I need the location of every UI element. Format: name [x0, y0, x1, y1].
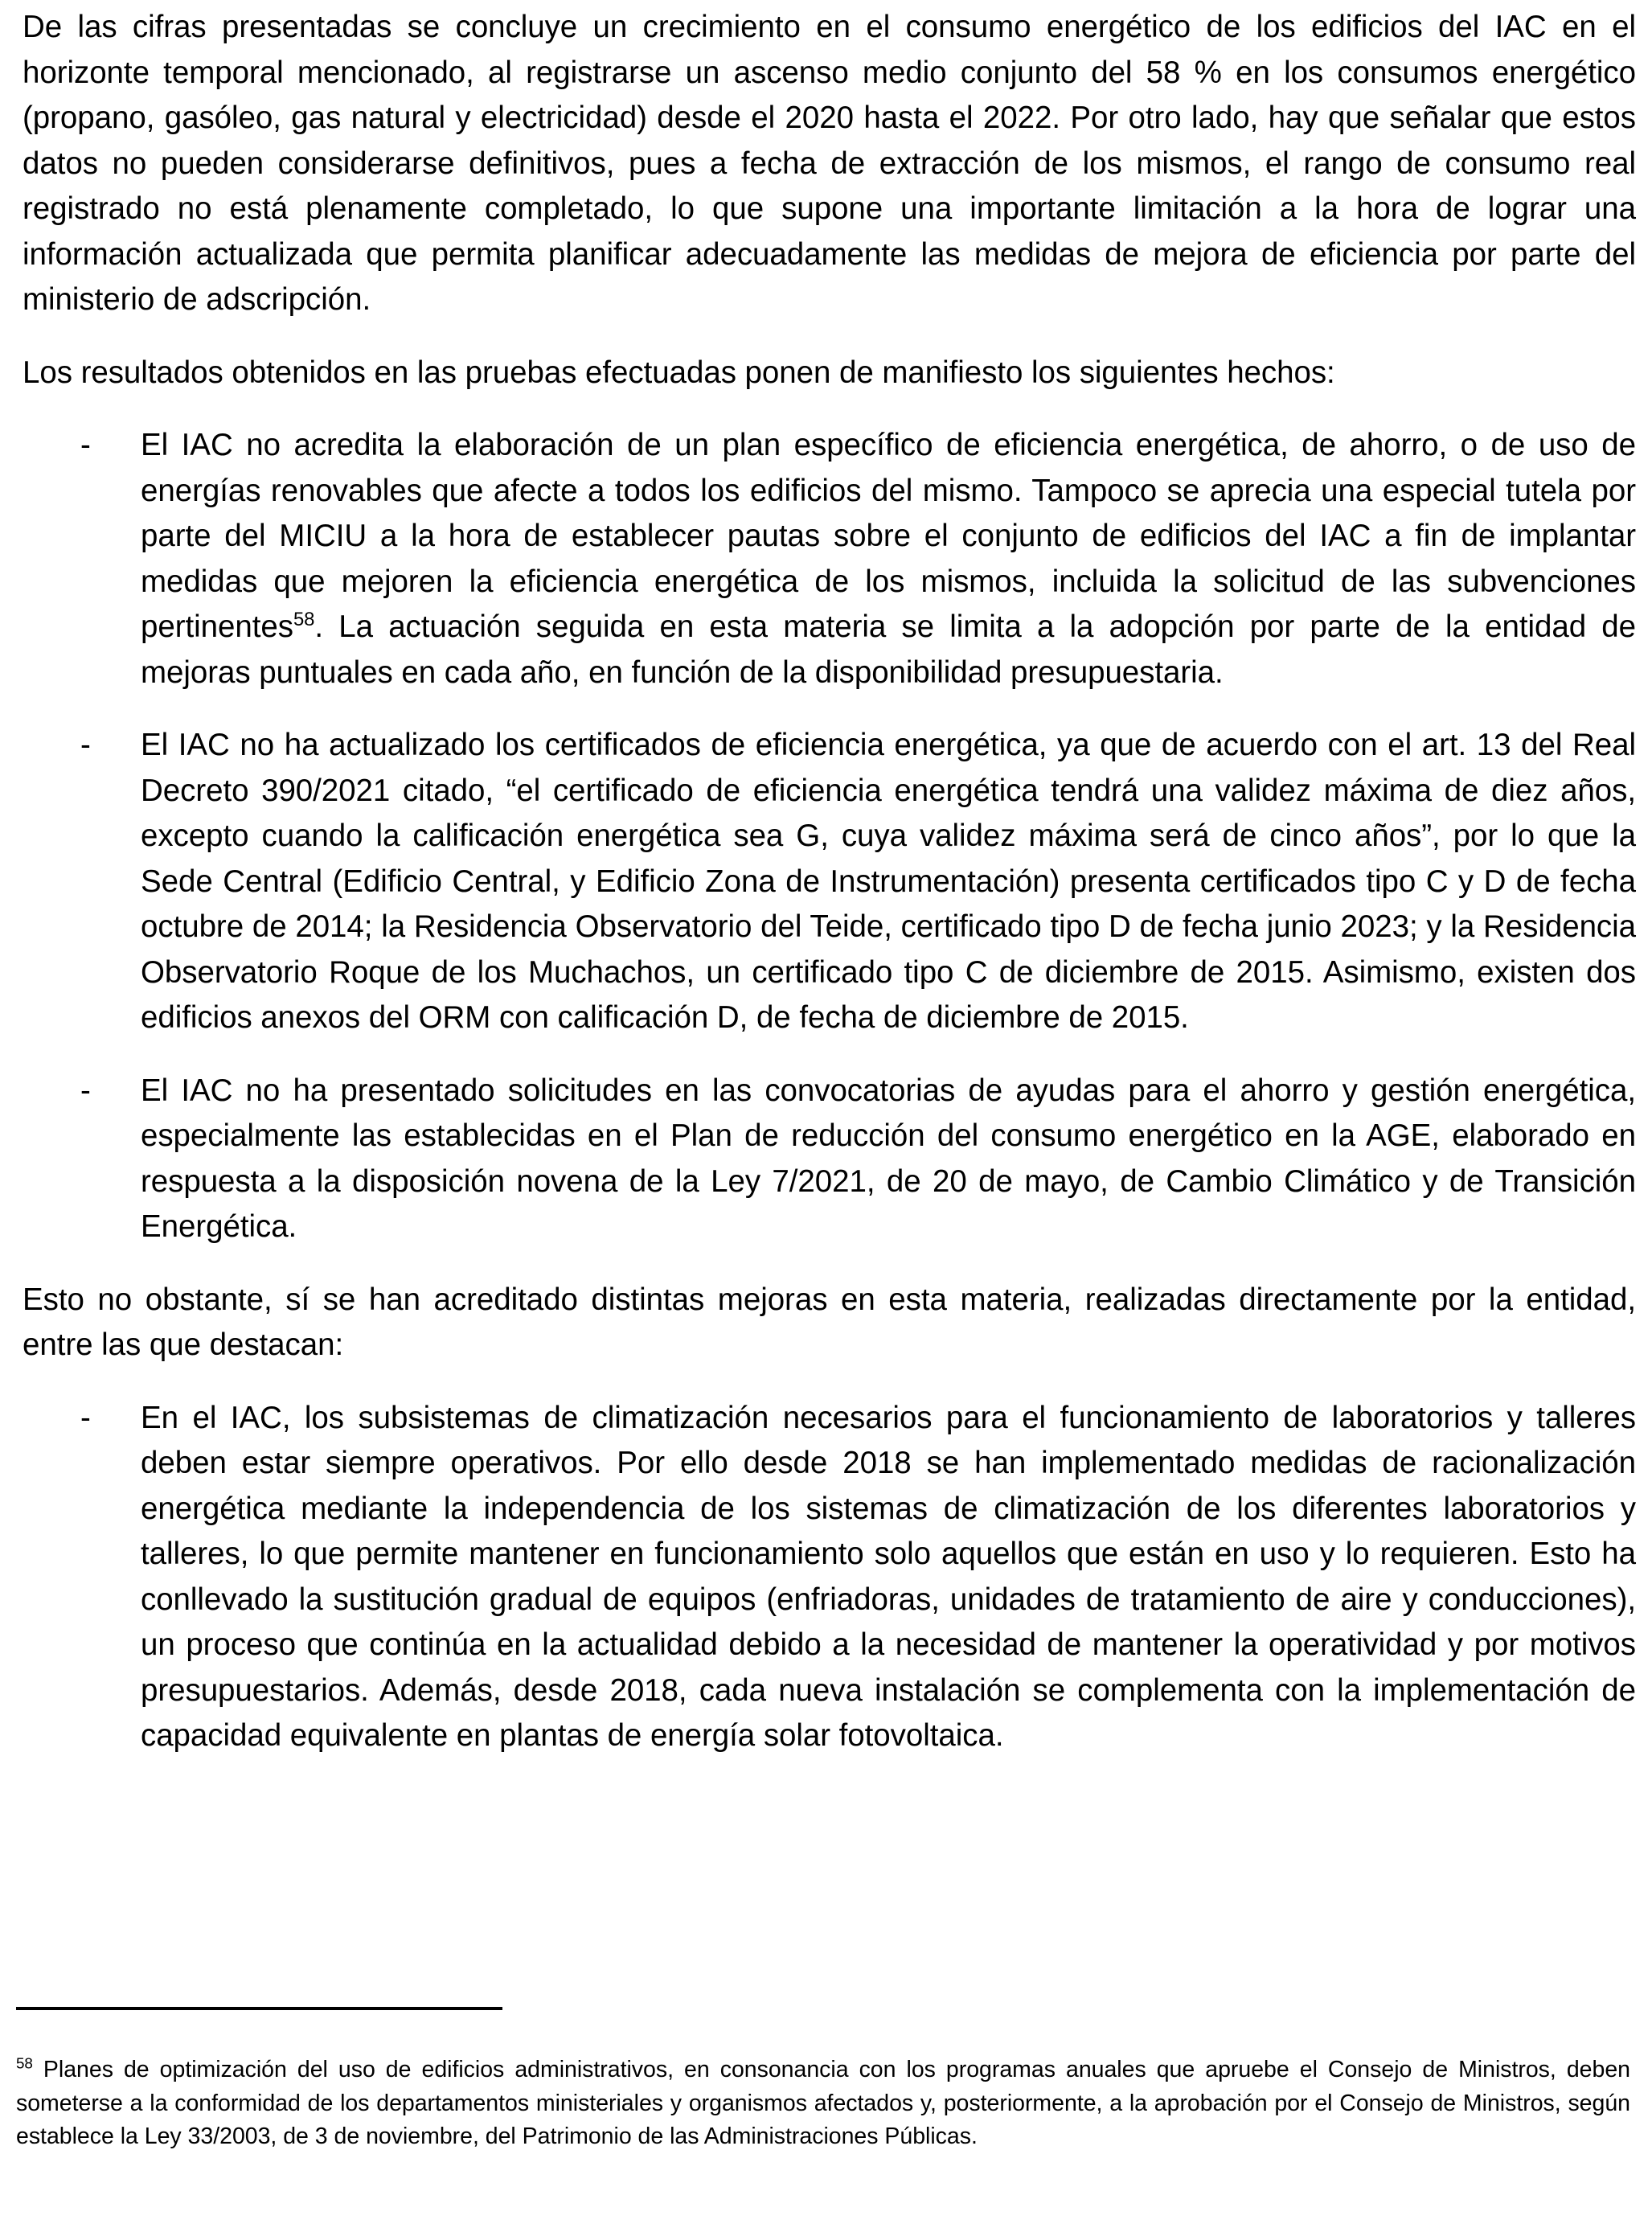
list-item-text-before-ref: El IAC no acredita la elaboración de un plan específico de eficiencia energética, de ahorro, o de uso de energías renovables que afecte a todos los edificios del mismo. Tampoco se aprecia una especial tutela por parte del MICIU a la hora de establecer pautas sobre el conjunto de edificios del IAC a fin de implantar medidas que mejoren la eficiencia energética de los mismos, incluida la solicitud de las subvenciones pertinentes	[141, 428, 1636, 644]
list-item	[23, 1396, 1636, 1759]
paragraph-intro: De las cifras presentadas se concluye un crecimiento en el consumo energético de los edificios del IAC en el horizonte temporal mencionado, al registrarse un ascenso medio conjunto del 58 % en los consumos energético (propano, gasóleo, gas natural y electricidad) desde el 2020 hasta el 2022. Por otro lado, hay que señalar que estos datos no pueden considerarse definitivos, pues a fecha de extracción de los mismos, el rango de consumo real registrado no está plenamente completado, lo que supone una importante limitación a la hora de lograr una información actualizada que permita planificar adecuadamente las medidas de mejora de eficiencia por parte del ministerio de adscripción.	[23, 10, 1636, 317]
list-item-text	[141, 423, 1636, 695]
footnote-58	[16, 2054, 1630, 2154]
footnote-separator-rule	[16, 2007, 502, 2010]
bullet-dash-icon: -	[80, 1073, 91, 1108]
list-item	[23, 423, 1636, 695]
footnote-area	[16, 2007, 1636, 2154]
findings-list	[23, 423, 1636, 1250]
list-item-text: En el IAC, los subsistemas de climatización necesarios para el funcionamiento de laboratorios y talleres deben estar siempre operativos. Por ello desde 2018 se han implementado medidas de racionalización energética mediante la independencia de los sistemas de climatización de los diferentes laboratorios y talleres, lo que permite mantener en funcionamiento solo aquellos que están en uso y lo requieren. Esto ha conllevado la sustitución gradual de equipos (enfriadoras, unidades de tratamiento de aire y conducciones), un proceso que continúa en la actualidad debido a la necesidad de mantener la operatividad y por motivos presupuestarios. Además, desde 2018, cada nueva instalación se complementa con la implementación de capacidad equivalente en plantas de energía solar fotovoltaica.	[141, 1400, 1636, 1753]
list-item	[23, 1069, 1636, 1250]
improvements-list	[23, 1396, 1636, 1759]
footnote-reference-58[interactable]: 58	[293, 609, 315, 631]
footnote-body-text: Planes de optimización del uso de edificios administrativos, en consonancia con los programas anuales que apruebe el Consejo de Ministros, deben someterse a la conformidad de los departamentos ministeriales y organismos afectados y, posteriormente, a la aprobación por el Consejo de Ministros, según establece la Ley 33/2003, de 3 de noviembre, del Patrimonio de las Administraciones Públicas.	[16, 2057, 1630, 2149]
list-item-text: El IAC no ha presentado solicitudes en las convocatorias de ayudas para el ahorro y gestión energética, especialmente las establecidas en el Plan de reducción del consumo energético en la AGE, elaborado en respuesta a la disposición novena de la Ley 7/2021, de 20 de mayo, de Cambio Climático y de Transición Energética.	[141, 1073, 1636, 1244]
bullet-dash-icon: -	[80, 728, 91, 762]
bullet-dash-icon: -	[80, 428, 91, 462]
document-body	[23, 5, 1636, 1759]
footnote-number: 58	[16, 2054, 33, 2072]
list-item	[23, 723, 1636, 1041]
paragraph-improvements-lead-in: Esto no obstante, sí se han acreditado distintas mejoras en esta materia, realizadas directamente por la entidad, entre las que destacan:	[23, 1282, 1636, 1362]
list-item-text: El IAC no ha actualizado los certificados de eficiencia energética, ya que de acuerdo con el art. 13 del Real Decreto 390/2021 citado, “el certificado de eficiencia energética tendrá una validez máxima de diez años, excepto cuando la calificación energética sea G, cuya validez máxima será de cinco años”, por lo que la Sede Central (Edificio Central, y Edificio Zona de Instrumentación) presenta certificados tipo C y D de fecha octubre de 2014; la Residencia Observatorio del Teide, certificado tipo D de fecha junio 2023; y la Residencia Observatorio Roque de los Muchachos, un certificado tipo C de diciembre de 2015. Asimismo, existen dos edificios anexos del ORM con calificación D, de fecha de diciembre de 2015.	[141, 728, 1636, 1035]
bullet-dash-icon: -	[80, 1400, 91, 1435]
paragraph-results-lead-in: Los resultados obtenidos en las pruebas efectuadas ponen de manifiesto los siguientes hechos:	[23, 355, 1335, 390]
list-item-text-after-ref: . La actuación seguida en esta materia se limita a la adopción por parte de la entidad de mejoras puntuales en cada año, en función de la disponibilidad presupuestaria.	[141, 609, 1636, 690]
